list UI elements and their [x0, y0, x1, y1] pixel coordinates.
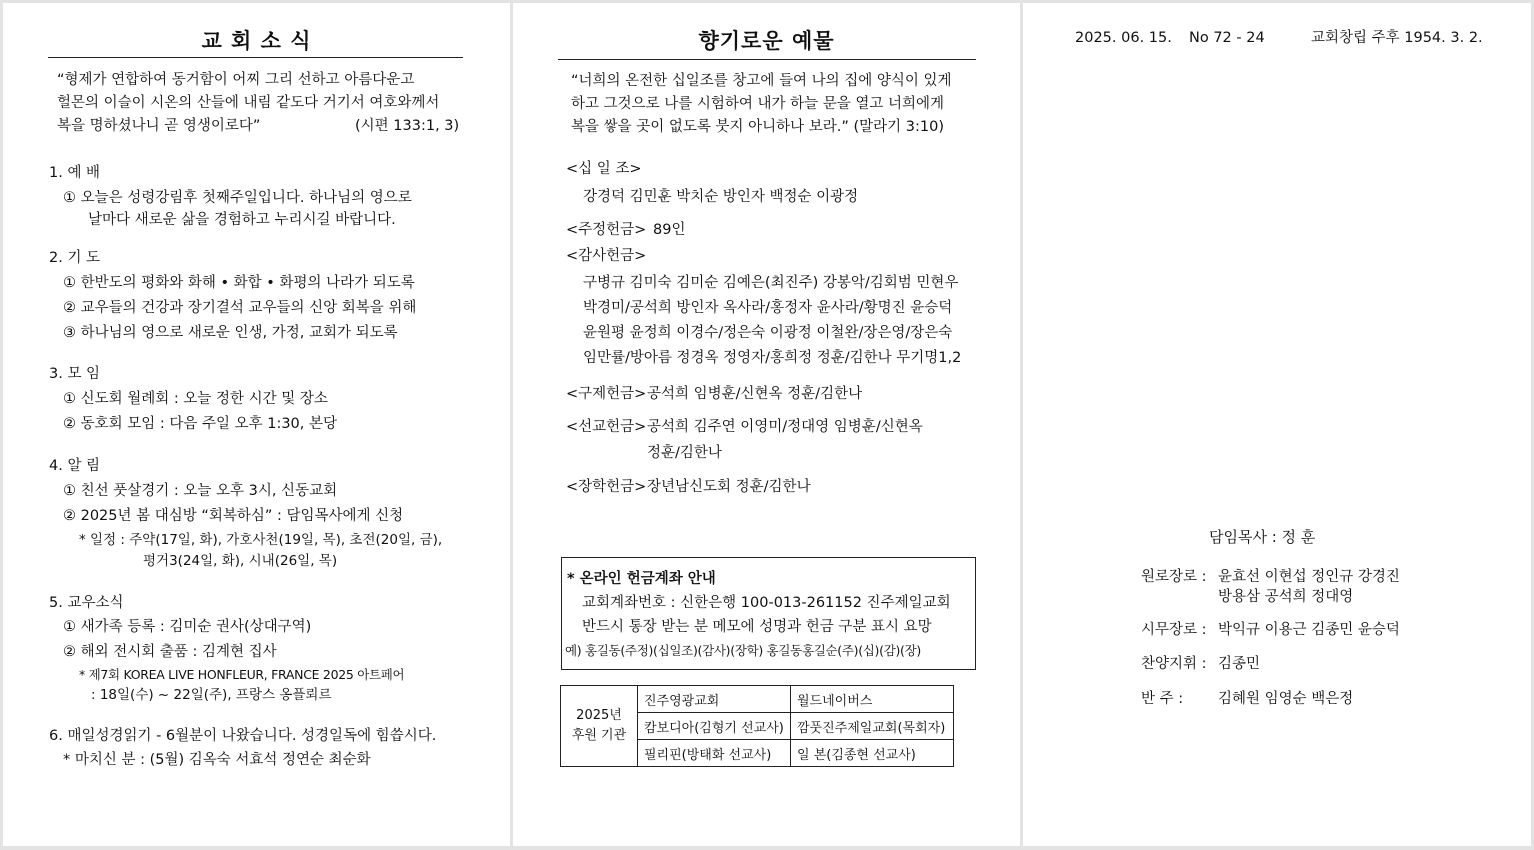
offering-verse-line: 하고 그것으로 나를 시험하여 내가 하늘 문을 열고 너희에게: [571, 96, 945, 112]
mission-offering-names: 공석희 김주연 이영미/정대영 임병훈/신현옥: [647, 419, 923, 435]
worship-item: ① 오늘은 성령강림후 첫째주일입니다. 하나님의 영으로: [63, 190, 412, 206]
support-cell: 캄보디아(김형기 선교사): [638, 713, 791, 740]
tithe-label: <십 일 조>: [566, 161, 642, 177]
prayer-item: ③ 하나님의 영으로 새로운 인생, 가정, 교회가 되도록: [63, 325, 398, 341]
support-cell: 깜풋진주제일교회(목회자): [791, 713, 954, 740]
online-account-line: 반드시 통장 받는 분 메모에 성명과 헌금 구분 표시 요망: [582, 619, 932, 635]
news-verse-line: 복을 명하셨나니 곧 영생이로다”: [57, 118, 261, 134]
scholarship-offering-label: <장학헌금>: [566, 479, 647, 495]
scholarship-offering-names: 장년남신도회 정훈/김한나: [647, 479, 811, 495]
thanks-offering-names: 임만률/방아름 정경옥 정영자/홍희정 정훈/김한나 무기명1,2: [583, 350, 962, 366]
tithe-names: 강경덕 김민훈 박치순 방인자 백정순 이광정: [583, 189, 859, 205]
support-cell: 필리핀(방태화 선교사): [638, 740, 791, 767]
thanks-offering-label: <감사헌금>: [566, 248, 647, 264]
support-label-cell: [561, 686, 638, 767]
news-verse-reference: (시편 133:1, 3): [355, 118, 460, 134]
senior-pastor: 담임목사 : 정 훈: [1209, 528, 1316, 546]
cover-panel: [1023, 3, 1531, 846]
support-label: 2025년: [576, 708, 622, 723]
thanks-offering-names: 구병규 김미숙 김미순 김예은(최진주) 강봉악/김회범 민현우: [583, 275, 959, 291]
title-divider: [558, 59, 976, 60]
elder-emeritus-label: 원로장로 :: [1141, 569, 1207, 585]
online-account-title: * 온라인 헌금계좌 안내: [567, 571, 716, 587]
section-members-title: 5. 교우소식: [49, 595, 124, 611]
news-verse-line: 헐몬의 이슬이 시온의 산들에 내림 같도다 거기서 여호와께서: [57, 95, 440, 111]
support-organizations-table: [560, 685, 954, 767]
news-verse-line: “형제가 연합하여 동거함이 어찌 그리 선하고 아름다운고: [57, 72, 415, 88]
support-cell: 월드네이버스: [791, 686, 954, 713]
choir-director-label: 찬양지휘 :: [1141, 656, 1207, 672]
elder-emeritus-names: 방용삼 공석희 정대영: [1218, 589, 1354, 605]
section-prayer-title: 2. 기 도: [49, 250, 101, 266]
prayer-item: ① 한반도의 평화와 화해 • 화합 • 화평의 나라가 되도록: [63, 275, 415, 291]
offering-verse-line: “너희의 온전한 십일조를 창고에 들여 나의 집에 양식이 있게: [571, 73, 952, 89]
members-item: ② 해외 전시회 출품 : 김계현 집사: [63, 644, 277, 660]
title-divider: [48, 57, 463, 58]
accompanist-names: 김혜원 임영순 백은정: [1218, 691, 1354, 707]
online-account-line: 교회계좌번호 : 신한은행 100-013-261152 진주제일교회: [582, 595, 951, 611]
section-notice-title: 4. 알 림: [49, 458, 101, 474]
notice-schedule: 평거3(24일, 화), 시내(26일, 목): [143, 553, 338, 569]
bulletin-issue-number: No 72 - 24: [1189, 30, 1265, 46]
support-label: 후원 기관: [571, 728, 627, 743]
meeting-item: ② 동호회 모임 : 다음 주일 오후 1:30, 본당: [63, 416, 338, 432]
support-cell: 일 본(김종현 선교사): [791, 740, 954, 767]
section-bible-reading: 6. 매일성경읽기 - 6월분이 나왔습니다. 성경일독에 힘씁시다.: [49, 728, 437, 744]
meeting-item: ① 신도회 월례회 : 오늘 정한 시간 및 장소: [63, 391, 328, 407]
members-item: ① 새가족 등록 : 김미순 권사(상대구역): [63, 619, 312, 635]
weekly-offering-count: 89인: [653, 222, 686, 238]
members-exhibit-detail: : 18일(수) ~ 22일(주), 프랑스 옹플뢰르: [91, 687, 332, 703]
choir-director-name: 김종민: [1218, 656, 1261, 672]
mission-offering-label: <선교헌금>: [566, 419, 647, 435]
online-account-box: [561, 557, 976, 670]
active-elders-names: 박익규 이용근 김종민 윤승덕: [1218, 622, 1400, 638]
weekly-offering-label: <주정헌금>: [566, 222, 647, 238]
support-cell: 진주영광교회: [638, 686, 791, 713]
notice-item: ② 2025년 봄 대심방 “회복하심” : 담임목사에게 신청: [63, 508, 404, 524]
prayer-item: ② 교우들의 건강과 장기결석 교우들의 신앙 회복을 위해: [63, 300, 417, 316]
thanks-offering-names: 윤원평 윤정희 이경수/정은숙 이광정 이철완/장은영/장은숙: [583, 325, 953, 341]
section-worship-title: 1. 예 배: [49, 165, 101, 181]
offering-title: 향기로운 예물: [698, 29, 835, 53]
elder-emeritus-names: 윤효선 이현섭 정인규 강경진: [1218, 569, 1400, 585]
church-news-panel: [3, 3, 510, 846]
notice-schedule: * 일정 : 주약(17일, 화), 가호사천(19일, 목), 초전(20일, 금),: [79, 532, 443, 548]
section-meeting-title: 3. 모 임: [49, 366, 101, 382]
thanks-offering-names: 박경미/공석희 방인자 옥사라/홍정자 윤사라/황명진 윤승덕: [583, 300, 953, 316]
news-title: 교 회 소 식: [201, 29, 312, 53]
active-elders-label: 시무장로 :: [1141, 622, 1207, 638]
notice-item: ① 친선 풋살경기 : 오늘 오후 3시, 신동교회: [63, 483, 338, 499]
members-exhibit-detail: * 제7회 KOREA LIVE HONFLEUR, FRANCE 2025 아트페어: [79, 667, 405, 682]
offering-panel: [513, 3, 1020, 846]
offering-verse-line: 복을 쌓을 곳이 없도록 붓지 아니하나 보라.” (말라기 3:10): [571, 119, 945, 135]
accompanist-label: 반 주 :: [1141, 691, 1184, 707]
worship-item: 날마다 새로운 삶을 경험하고 누리시길 바랍니다.: [88, 212, 396, 228]
relief-offering-names: 공석희 임병훈/신현옥 정훈/김한나: [647, 386, 863, 402]
bulletin-date: 2025. 06. 15.: [1075, 30, 1172, 46]
mission-offering-names: 정훈/김한나: [647, 445, 722, 461]
church-founded: 교회창립 주후 1954. 3. 2.: [1311, 30, 1483, 46]
online-account-example: 예) 홍길동(주정)(십일조)(감사)(장학) 홍길동홍길순(주)(십)(감)(장): [565, 643, 921, 658]
bible-reading-completed: * 마치신 분 : (5월) 김옥숙 서효석 정연순 최순화: [63, 752, 371, 768]
relief-offering-label: <구제헌금>: [566, 386, 647, 402]
